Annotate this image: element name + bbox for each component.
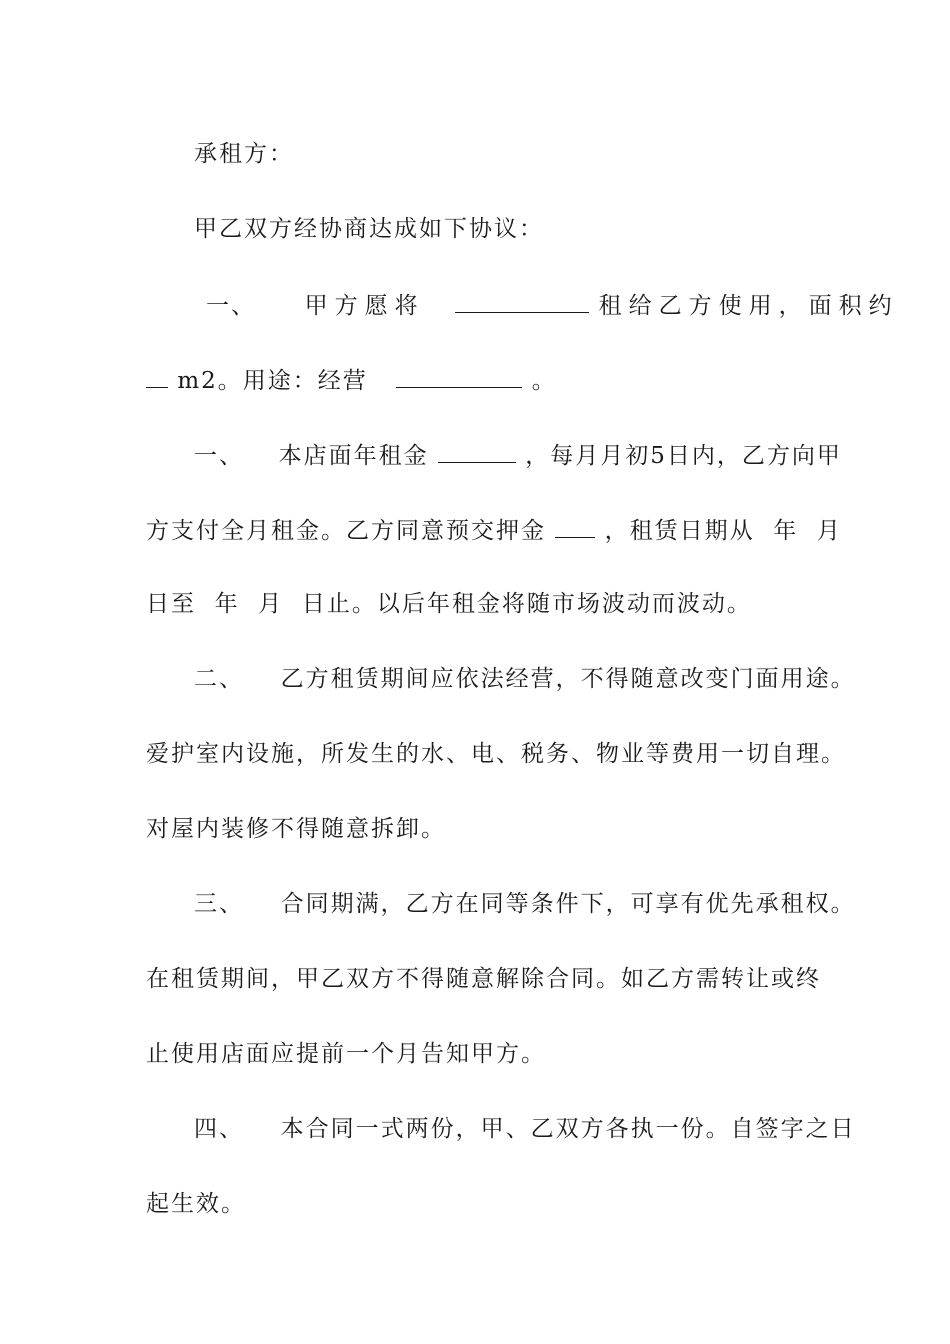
clause-3-line-2: [146, 736, 846, 772]
clause-3-line-1: [194, 661, 894, 697]
text: 在租赁期间，甲乙双方不得随意解除合同。如乙方需转让或终: [146, 966, 821, 992]
text: 甲方愿将: [304, 293, 425, 319]
text: 本店面年租金: [278, 443, 429, 469]
blank-field: [555, 511, 595, 538]
clause-2-line-2: [146, 511, 846, 547]
lessee-label: [194, 136, 894, 172]
text: 。: [531, 368, 557, 394]
text: ，每月月初5日内，乙方向甲: [525, 443, 842, 469]
clause-number: 二、: [194, 666, 244, 692]
blank-field: [396, 361, 522, 388]
clause-number: 一、: [194, 443, 244, 469]
text: 起生效。: [146, 1191, 246, 1217]
text: 方支付全月租金。乙方同意预交押金: [146, 518, 546, 544]
clause-number: 三、: [194, 891, 244, 917]
blank-field: [146, 361, 168, 388]
clause-3-line-3: [146, 811, 846, 847]
text: 甲乙双方经协商达成如下协议：: [194, 216, 544, 242]
clause-2-line-3: [146, 586, 846, 622]
clause-2-line-1: [194, 436, 894, 472]
text: 本合同一式两份，甲、乙双方各执一份。自签字之日: [280, 1116, 856, 1142]
text: ，租赁日期从 年 月: [604, 518, 842, 544]
clause-number: 四、: [194, 1116, 244, 1142]
clause-1-line-1: [206, 286, 906, 322]
text: 乙方租赁期间应依法经营，不得随意改变门面用途。: [280, 666, 856, 692]
blank-field: [438, 436, 516, 463]
text: 租给乙方使用，面积约: [598, 293, 899, 319]
clause-5-line-2: [146, 1186, 846, 1222]
text: m2。用途：经营: [177, 368, 368, 394]
text: 日至 年 月 日止。以后年租金将随市场波动而波动。: [146, 591, 752, 617]
text: 对屋内装修不得随意拆卸。: [146, 816, 446, 842]
clause-1-line-2: [146, 361, 846, 397]
text: 承租方：: [194, 141, 294, 167]
clause-number: 一、: [206, 293, 256, 319]
clause-4-line-3: [146, 1036, 846, 1072]
clause-5-line-1: [194, 1111, 894, 1147]
blank-field: [455, 286, 589, 313]
text: 爱护室内设施，所发生的水、电、税务、物业等费用一切自理。: [146, 741, 846, 767]
clause-4-line-2: [146, 961, 846, 997]
text: 止使用店面应提前一个月告知甲方。: [146, 1041, 546, 1067]
agreement-intro: [194, 211, 894, 247]
clause-4-line-1: [194, 886, 894, 922]
text: 合同期满，乙方在同等条件下，可享有优先承租权。: [280, 891, 856, 917]
